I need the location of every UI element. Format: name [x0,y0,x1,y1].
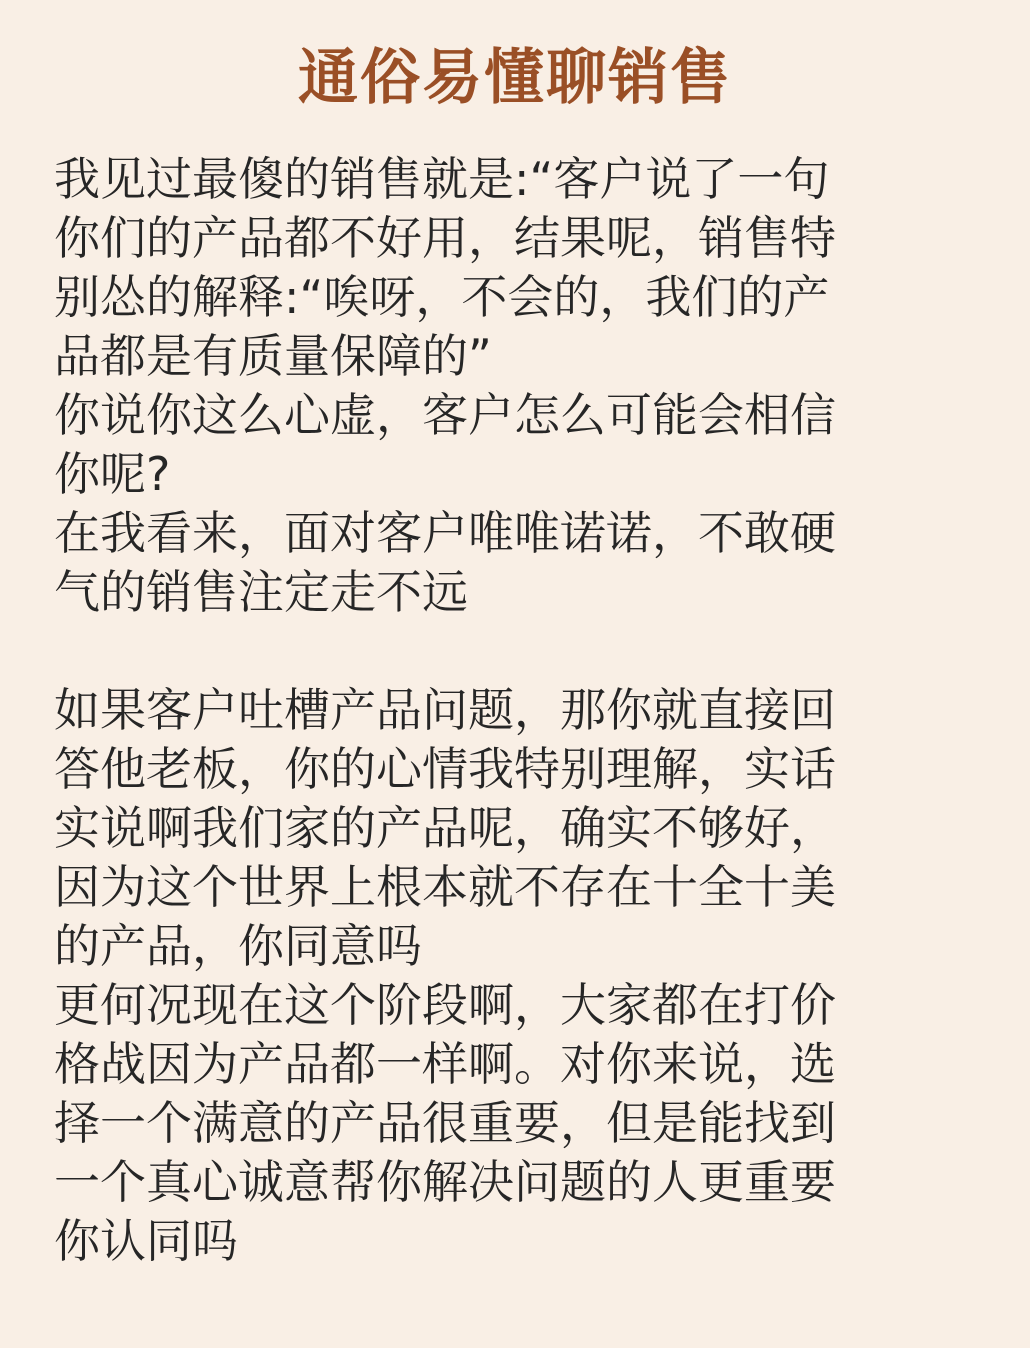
body-line: 实说啊我们家的产品呢，确实不够好， [54,801,836,855]
body-line: 的产品，你同意吗 [54,919,422,973]
body-line: 你呢? [54,447,171,501]
body-line: 别怂的解释:“唉呀，不会的，我们的产 [54,270,830,324]
body-line: 一个真心诚意帮你解决问题的人更重要 [54,1155,836,1209]
article-body [54,150,994,1271]
body-line: 格战因为产品都一样啊。对你来说，选 [54,1037,836,1091]
body-line: 因为这个世界上根本就不存在十全十美 [54,860,836,914]
paragraph-break [54,622,994,681]
body-line: 你认同吗 [54,1214,238,1268]
body-line: 你们的产品都不好用，结果呢，销售特 [54,211,836,265]
page-title: 通俗易懂聊销售 [298,43,732,113]
body-line: 在我看来，面对客户唯唯诺诺，不敢硬 [54,506,836,560]
body-line: 气的销售注定走不远 [54,565,468,619]
body-line: 择一个满意的产品很重要，但是能找到 [54,1096,836,1150]
body-line: 答他老板，你的心情我特别理解，实话 [54,742,836,796]
body-line: 你说你这么心虚，客户怎么可能会相信 [54,388,836,442]
body-line: 如果客户吐槽产品问题，那你就直接回 [54,683,836,737]
body-line: 更何况现在这个阶段啊，大家都在打价 [54,978,836,1032]
body-line: 我见过最傻的销售就是:“客户说了一句 [54,152,830,206]
body-line: 品都是有质量保障的” [54,329,492,383]
